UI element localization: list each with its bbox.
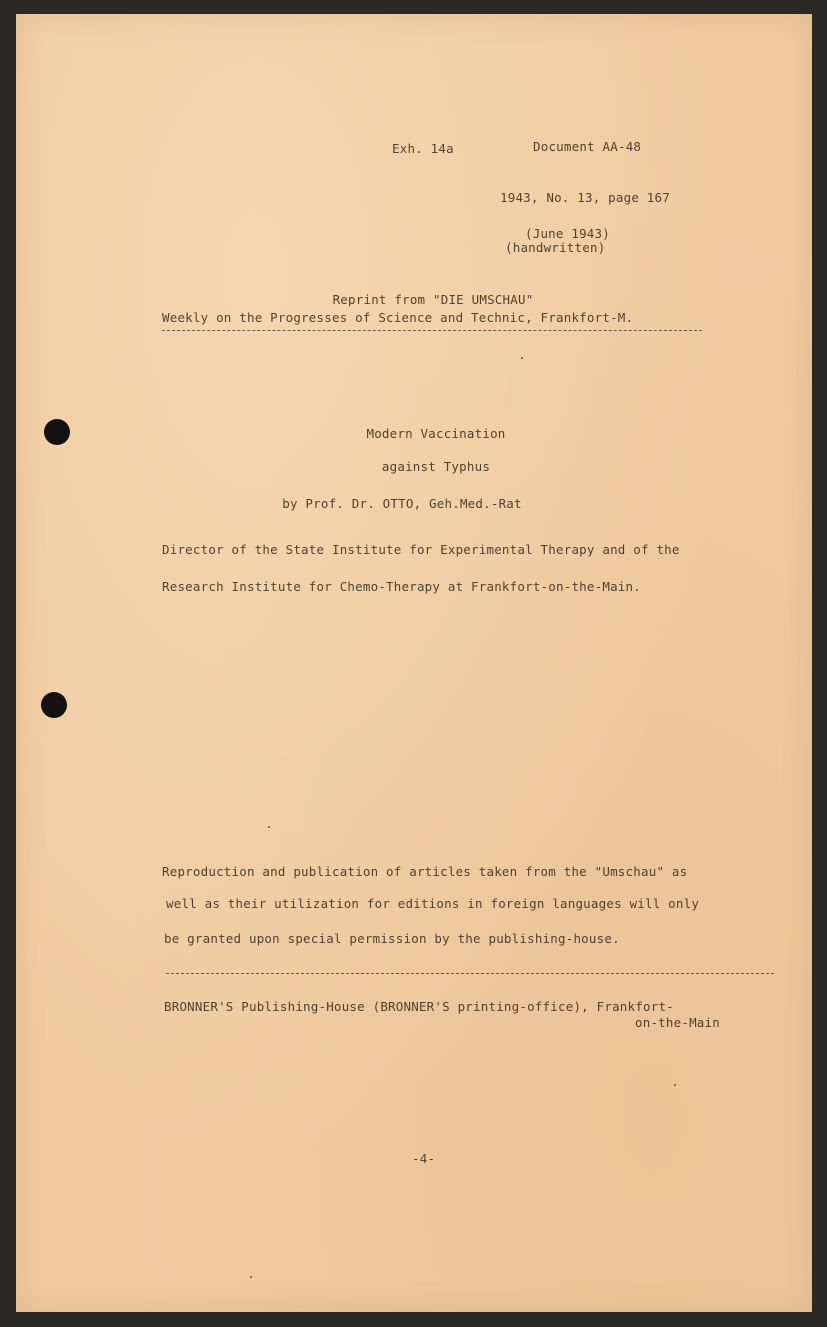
paper-speck <box>250 1276 252 1278</box>
issue-line: 1943, No. 13, page 167 <box>500 190 670 205</box>
exhibit-label: Exh. 14a <box>392 141 454 156</box>
author-affiliation-line-2: Research Institute for Chemo-Therapy at Frankfort-on-the-Main. <box>162 579 641 594</box>
article-title-line-2: against Typhus <box>381 459 491 474</box>
paper-speck <box>521 357 523 359</box>
punch-hole-bottom <box>41 692 67 718</box>
document-number: Document AA-48 <box>533 139 642 154</box>
author-affiliation-line-1: Director of the State Institute for Experimental Therapy and of the <box>162 542 680 557</box>
article-author: by Prof. Dr. OTTO, Geh.Med.-Rat <box>282 496 522 511</box>
footer-divider <box>166 973 774 974</box>
page-number: -4- <box>412 1151 436 1166</box>
publisher-line-1: BRONNER'S Publishing-House (BRONNER'S printing-office), Frankfort- <box>164 999 674 1014</box>
paper-speck <box>268 826 270 828</box>
publisher-line-2: on-the-Main <box>635 1015 720 1030</box>
date-note: (handwritten) <box>505 240 606 255</box>
paper-speck <box>674 1084 676 1086</box>
document-page <box>16 14 812 1312</box>
article-title-line-1: Modern Vaccination <box>366 426 506 441</box>
notice-line-3: be granted upon special permission by the publishing-house. <box>164 931 620 946</box>
header-divider <box>162 330 702 331</box>
reprint-line-2: Weekly on the Progresses of Science and Technic, Frankfort-M. <box>162 310 634 325</box>
notice-line-2: well as their utilization for editions in foreign languages will only <box>166 896 700 911</box>
notice-line-1: Reproduction and publication of articles taken from the "Umschau" as <box>162 864 688 879</box>
reprint-line-1: Reprint from "DIE UMSCHAU" <box>332 292 534 307</box>
punch-hole-top <box>44 419 70 445</box>
issue-date: (June 1943) <box>525 226 610 241</box>
